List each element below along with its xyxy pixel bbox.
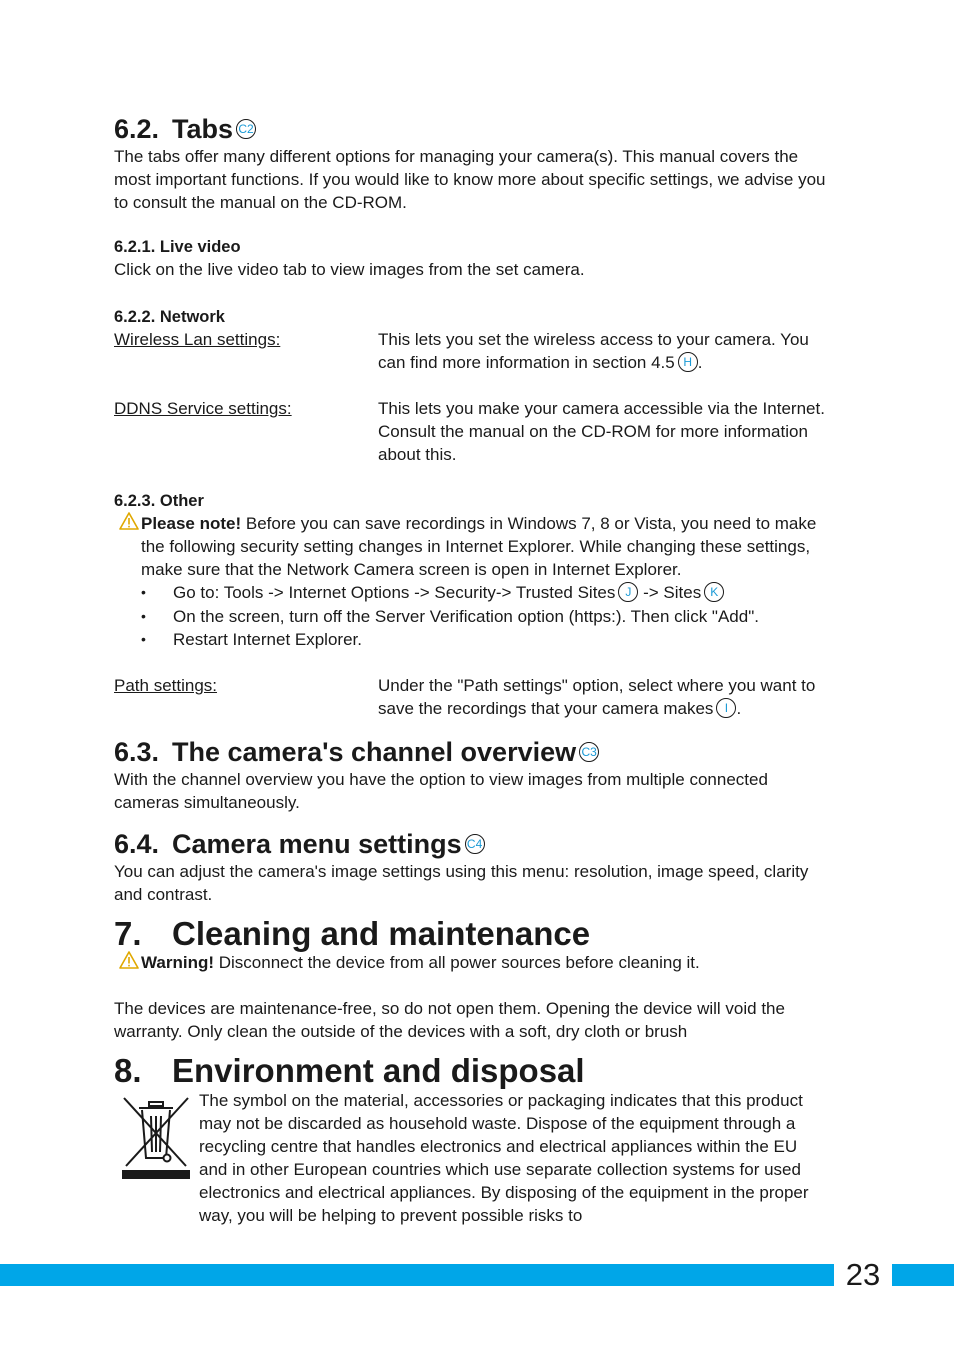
section-heading bbox=[114, 736, 834, 768]
warning-triangle-icon bbox=[119, 951, 139, 974]
footer-bar bbox=[0, 1264, 954, 1286]
warning-triangle-icon bbox=[119, 512, 139, 535]
section-6-3 bbox=[114, 736, 834, 814]
subsection-heading: 6.2.2. Network bbox=[114, 308, 225, 326]
note-paragraph bbox=[141, 512, 836, 581]
section-6-4 bbox=[114, 828, 834, 906]
section-6-2-2 bbox=[114, 306, 834, 328]
heading-number: 8. bbox=[114, 1052, 142, 1089]
definition-term-ddns: DDNS Service settings: bbox=[114, 399, 292, 418]
section-8 bbox=[114, 1052, 834, 1090]
heading-title: Environment and disposal bbox=[172, 1052, 585, 1089]
reference-badge: H bbox=[678, 352, 698, 372]
section-heading bbox=[114, 113, 834, 145]
subsection-heading: 6.2.3. Other bbox=[114, 492, 204, 510]
paragraph: With the channel overview you have the option to view images from multiple connected cameras simultaneously. bbox=[114, 770, 768, 812]
paragraph: You can adjust the camera's image settings using this menu: resolution, image speed, clarity and contrast. bbox=[114, 862, 809, 904]
page-number: 23 bbox=[834, 1258, 892, 1292]
definition-term-wireless: Wireless Lan settings: bbox=[114, 330, 281, 349]
reference-badge: C3 bbox=[579, 742, 599, 762]
list-item: • On the screen, turn off the Server Verification option (https:). Then click "Add". bbox=[141, 605, 831, 628]
chapter-heading bbox=[114, 1052, 834, 1090]
list-item bbox=[141, 581, 831, 605]
paragraph: The devices are maintenance-free, so do not open them. Opening the device will void the warranty. Only clean the outside of the devices with a soft, dry cloth or brush bbox=[114, 999, 785, 1041]
paragraph: The tabs offer many different options for managing your camera(s). This manual covers the most important functions. If you would like to know more about specific settings, we advise you to consult the manual on the CD-ROM. bbox=[114, 147, 826, 212]
section-heading bbox=[114, 828, 834, 860]
crossed-out-wheelie-bin-icon bbox=[120, 1094, 192, 1185]
heading-number: 6.2. bbox=[114, 114, 160, 144]
warning-label: Warning! bbox=[141, 953, 215, 972]
definition-text-wireless: This lets you set the wireless access to your camera. You can find more information in section 4.5 H . bbox=[378, 330, 809, 372]
note-label: Please note! bbox=[141, 514, 242, 533]
heading-title: Cleaning and maintenance bbox=[172, 915, 591, 952]
paragraph: The symbol on the material, accessories or packaging indicates that this product may not be discarded as household waste. Dispose of the equipment through a recycling centre that handles electronics and electrical appliances within the EU and in other European countries which use separate collection systems for used electronics and electrical appliances. By disposing of the equipment in the proper way, you will be helping to prevent possible risks to bbox=[199, 1091, 809, 1225]
warning-paragraph bbox=[141, 951, 836, 974]
definition-text: This lets you set the wireless access to your camera. You can find more information in section 4.5 bbox=[378, 330, 809, 372]
reference-badge: J bbox=[618, 582, 638, 602]
reference-badge: K bbox=[704, 582, 724, 602]
heading-number: 7. bbox=[114, 915, 142, 952]
heading-number: 6.3. bbox=[114, 737, 160, 767]
list-item-text: -> Sites bbox=[643, 583, 702, 602]
heading-title: Camera menu settings bbox=[172, 829, 462, 859]
definition-term-path: Path settings: bbox=[114, 676, 218, 695]
heading-number: 6.4. bbox=[114, 829, 160, 859]
definition-text-ddns: This lets you make your camera accessible via the Internet. Consult the manual on the CD-ROM for more information about this. bbox=[378, 399, 825, 464]
section-6-2-3 bbox=[114, 490, 834, 512]
paragraph: Click on the live video tab to view images from the set camera. bbox=[114, 260, 585, 279]
section-6-2 bbox=[114, 113, 834, 214]
definition-text-path: Under the "Path settings" option, select where you want to save the recordings that your camera makes I . bbox=[378, 676, 816, 718]
list-item-text: Go to: Tools -> Internet Options -> Security-> Trusted Sites bbox=[173, 583, 616, 602]
instruction-list bbox=[141, 581, 831, 651]
heading-title: Tabs bbox=[172, 114, 234, 144]
note-text: Before you can save recordings in Windows 7, 8 or Vista, you need to make the following security setting changes in Internet Explorer. While changing these settings, make sure that the Network Camera screen is open in Internet Explorer. bbox=[141, 514, 817, 579]
reference-badge: C2 bbox=[236, 119, 256, 139]
list-item: • Restart Internet Explorer. bbox=[141, 628, 831, 651]
definition-text: Under the "Path settings" option, select where you want to save the recordings that your camera makes bbox=[378, 676, 816, 718]
chapter-heading bbox=[114, 915, 834, 953]
section-7 bbox=[114, 915, 834, 953]
section-6-2-1 bbox=[114, 236, 834, 281]
heading-title: The camera's channel overview bbox=[172, 737, 577, 767]
warning-text: Disconnect the device from all power sources before cleaning it. bbox=[214, 953, 700, 972]
reference-badge: I bbox=[716, 698, 736, 718]
subsection-heading: 6.2.1. Live video bbox=[114, 238, 241, 256]
reference-badge: C4 bbox=[465, 834, 485, 854]
